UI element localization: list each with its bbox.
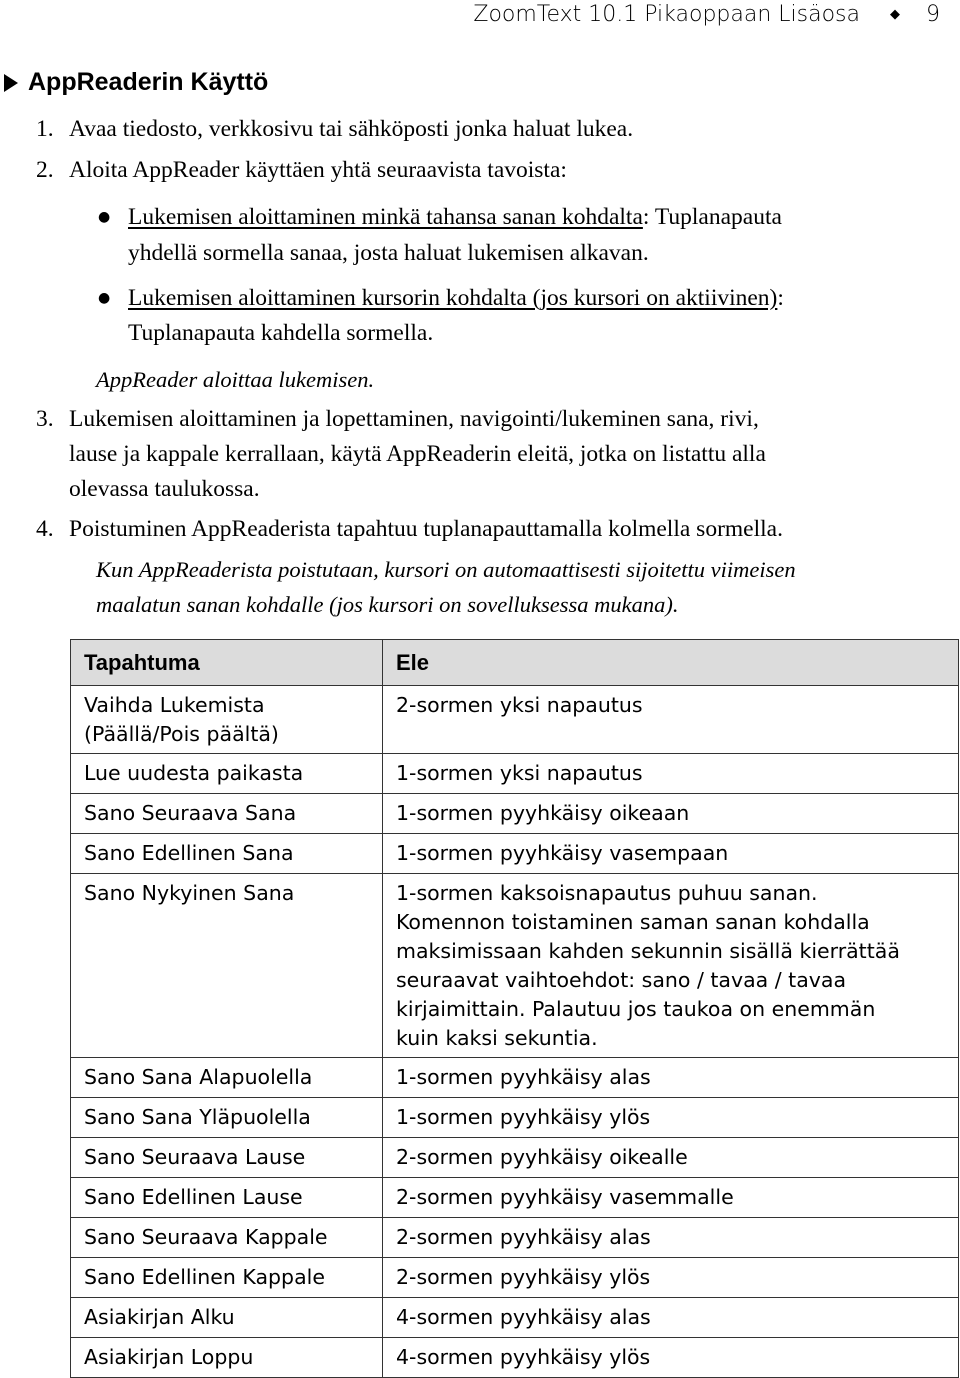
cell-line: Lue uudesta paikasta	[84, 761, 304, 785]
gesture-table	[70, 639, 959, 1378]
page-header	[473, 0, 940, 28]
cell-line: 1-sormen pyyhkäisy vasempaan	[396, 841, 729, 865]
cell-line: 2-sormen yksi napautus	[396, 693, 643, 717]
cell-event	[71, 1298, 383, 1338]
cell-line: maksimissaan kahden sekunnin sisällä kierrättää	[396, 939, 900, 963]
column-header-event: Tapahtuma	[71, 640, 383, 686]
cell-gesture	[383, 754, 959, 794]
cell-gesture	[383, 1058, 959, 1098]
step-number: 4.	[36, 516, 54, 542]
cell-line: Komennon toistaminen saman sanan kohdalla	[396, 910, 870, 934]
cell-event	[71, 1138, 383, 1178]
cell-gesture	[383, 1298, 959, 1338]
section-title-text: AppReaderin Käyttö	[28, 68, 269, 96]
cell-gesture	[383, 874, 959, 1058]
step-text: Aloita AppReader käyttäen yhtä seuraavista tavoista:	[69, 157, 567, 183]
cell-line: kirjaimittain. Palautuu jos taukoa on enemmän	[396, 997, 876, 1021]
cell-gesture	[383, 1178, 959, 1218]
cell-line: 4-sormen pyyhkäisy alas	[396, 1305, 651, 1329]
step-number: 1.	[36, 116, 54, 142]
cell-event	[71, 794, 383, 834]
bullet-icon: ●	[98, 209, 111, 225]
bullet-icon: ●	[98, 290, 111, 306]
bullet-item	[128, 199, 782, 235]
cell-line: 2-sormen pyyhkäisy vasemmalle	[396, 1185, 734, 1209]
cell-event	[71, 1258, 383, 1298]
cell-gesture	[383, 686, 959, 754]
cell-line: Asiakirjan Alku	[84, 1305, 235, 1329]
step-text: Poistuminen AppReaderista tapahtuu tuplanapauttamalla kolmella sormella.	[69, 516, 783, 542]
table-row	[71, 874, 959, 1058]
note-exit-line2: maalatun sanan kohdalle (jos kursori on sovelluksessa mukana).	[96, 592, 679, 617]
cell-gesture	[383, 1338, 959, 1378]
cell-line: Sano Nykyinen Sana	[84, 881, 295, 905]
cell-line: 1-sormen pyyhkäisy ylös	[396, 1105, 651, 1129]
table-row	[71, 1058, 959, 1098]
diamond-icon: ◆	[890, 6, 900, 22]
step-text-line3: olevassa taulukossa.	[69, 476, 260, 502]
step-text-line1: Lukemisen aloittaminen ja lopettaminen, navigointi/lukeminen sana, rivi,	[69, 406, 759, 432]
note-start: AppReader aloittaa lukemisen.	[96, 367, 375, 392]
table-row	[71, 686, 959, 754]
table-header-row	[71, 640, 959, 686]
step-text: Avaa tiedosto, verkkosivu tai sähköposti jonka haluat lukea.	[69, 116, 634, 142]
table-row	[71, 754, 959, 794]
cell-event	[71, 1098, 383, 1138]
cell-line: Sano Edellinen Kappale	[84, 1265, 325, 1289]
cell-line: 1-sormen pyyhkäisy alas	[396, 1065, 651, 1089]
table-row	[71, 1298, 959, 1338]
note-exit-line1: Kun AppReaderista poistutaan, kursori on automaattisesti sijoitettu viimeisen	[96, 557, 796, 582]
bullet-underlined: Lukemisen aloittaminen minkä tahansa sanan kohdalta	[128, 204, 643, 230]
cell-line: 2-sormen pyyhkäisy ylös	[396, 1265, 651, 1289]
cell-line: Sano Seuraava Sana	[84, 801, 297, 825]
table-row	[71, 1218, 959, 1258]
table-row	[71, 1138, 959, 1178]
table-row	[71, 1338, 959, 1378]
cell-line: Sano Seuraava Kappale	[84, 1225, 328, 1249]
cell-gesture	[383, 1098, 959, 1138]
table-row	[71, 1178, 959, 1218]
table-row	[71, 794, 959, 834]
page-number: 9	[926, 1, 940, 27]
cell-gesture	[383, 834, 959, 874]
table-body	[71, 686, 959, 1378]
cell-line: seuraavat vaihtoehdot: sano / tavaa / tavaa	[396, 968, 847, 992]
step-number: 2.	[36, 157, 54, 183]
triangle-right-icon	[4, 74, 18, 92]
bullet-underlined: Lukemisen aloittaminen kursorin kohdalta (jos kursori on aktiivinen)	[128, 285, 778, 311]
cell-line: 1-sormen kaksoisnapautus puhuu sanan.	[396, 881, 818, 905]
cell-event	[71, 874, 383, 1058]
bullet-line2: Tuplanapauta kahdella sormella.	[128, 320, 434, 346]
bullet-rest: :	[777, 285, 784, 311]
cell-line: Vaihda Lukemista	[84, 693, 265, 717]
cell-event	[71, 686, 383, 754]
cell-event	[71, 1338, 383, 1378]
cell-gesture	[383, 1138, 959, 1178]
bullet-rest: : Tuplanapauta	[642, 204, 782, 230]
cell-event	[71, 1178, 383, 1218]
bullet-item	[128, 280, 784, 316]
cell-line: 1-sormen yksi napautus	[396, 761, 643, 785]
cell-line: 4-sormen pyyhkäisy ylös	[396, 1345, 651, 1369]
cell-line: (Päällä/Pois päältä)	[84, 722, 279, 746]
cell-gesture	[383, 794, 959, 834]
cell-gesture	[383, 1258, 959, 1298]
cell-gesture	[383, 1218, 959, 1258]
cell-line: Sano Sana Alapuolella	[84, 1065, 313, 1089]
cell-line: 1-sormen pyyhkäisy oikeaan	[396, 801, 690, 825]
cell-line: kuin kaksi sekuntia.	[396, 1026, 598, 1050]
column-header-gesture: Ele	[383, 640, 959, 686]
cell-line: Sano Sana Yläpuolella	[84, 1105, 311, 1129]
table-row	[71, 834, 959, 874]
cell-line: Asiakirjan Loppu	[84, 1345, 254, 1369]
bullet-line2: yhdellä sormella sanaa, josta haluat lukemisen alkavan.	[128, 240, 649, 266]
cell-event	[71, 1218, 383, 1258]
cell-line: 2-sormen pyyhkäisy alas	[396, 1225, 651, 1249]
cell-line: 2-sormen pyyhkäisy oikealle	[396, 1145, 688, 1169]
cell-event	[71, 834, 383, 874]
step-number: 3.	[36, 406, 54, 432]
table-row	[71, 1098, 959, 1138]
table-row	[71, 1258, 959, 1298]
cell-line: Sano Edellinen Lause	[84, 1185, 303, 1209]
cell-line: Sano Seuraava Lause	[84, 1145, 306, 1169]
cell-line: Sano Edellinen Sana	[84, 841, 294, 865]
cell-event	[71, 1058, 383, 1098]
step-text-line2: lause ja kappale kerrallaan, käytä AppReaderin eleitä, jotka on listattu alla	[69, 441, 766, 467]
section-title	[4, 68, 268, 97]
header-title: ZoomText 10.1 Pikaoppaan Lisäosa	[473, 1, 860, 27]
cell-event	[71, 754, 383, 794]
